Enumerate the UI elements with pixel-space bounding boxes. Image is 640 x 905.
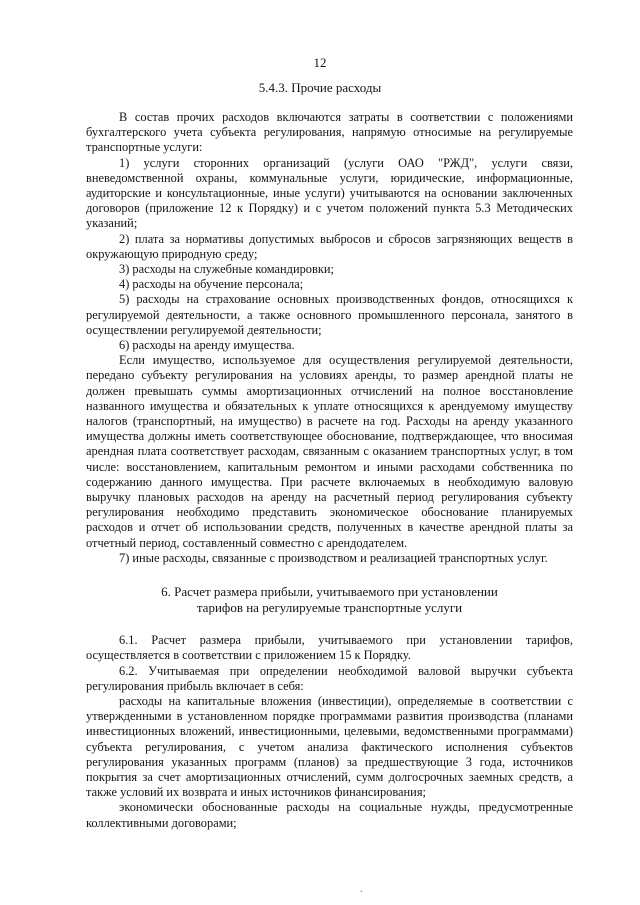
- paragraph-item-1: 1) услуги сторонних организаций (услуги ОАО "РЖД", услуги связи, вневедомственной охраны, коммунальные услуги, юридические, информационные, аудиторские и консультационные, иные услуги) учитываются на основании заключенных договоров (приложение 12 к Порядку) и с учетом положений пункта 5.3 Методических указаний;: [86, 155, 573, 231]
- paragraph-social-expenses: экономически обоснованные расходы на социальные нужды, предусмотренные коллективными договорами;: [86, 800, 573, 830]
- paragraph-6-1: 6.1. Расчет размера прибыли, учитываемого при установлении тарифов, осуществляется в соответствии с приложением 15 к Порядку.: [86, 633, 573, 663]
- paragraph-6-2: 6.2. Учитываемая при определении необходимой валовой выручки субъекта регулирования прибыль включает в себя:: [86, 663, 573, 693]
- paragraph-intro: В состав прочих расходов включаются затраты в соответствии с положениями бухгалтерского учета субъекта регулирования, напрямую относимые на регулируемые транспортные услуги:: [86, 110, 573, 155]
- footer-mark: .: [360, 884, 363, 895]
- section-heading: 5.4.3. Прочие расходы: [258, 80, 382, 95]
- paragraph-item-5: 5) расходы на страхование основных производственных фондов, относящихся к регулируемой деятельности, а также основного промышленного персонала, занятого в осуществлении регулируемой деятельности;: [86, 292, 573, 337]
- section-6-heading-line-2: тарифов на регулируемые транспортные услуги: [196, 599, 463, 615]
- section-6-heading-line-1: 6. Расчет размера прибыли, учитываемого при установлении: [161, 584, 498, 600]
- paragraph-item-6: 6) расходы на аренду имущества.: [119, 338, 295, 353]
- paragraph-item-3: 3) расходы на служебные командировки;: [119, 262, 334, 277]
- section-6-heading: [86, 584, 573, 615]
- document-body: [86, 110, 573, 831]
- paragraph-item-7: 7) иные расходы, связанные с производством и реализацией транспортных услуг.: [119, 550, 548, 565]
- paragraph-item-2: 2) плата за нормативы допустимых выбросов и сбросов загрязняющих веществ в окружающую природную среду;: [86, 231, 573, 261]
- paragraph-rent-details: Если имущество, используемое для осуществления регулируемой деятельности, передано субъекту регулирования на условиях аренды, то размер арендной платы не должен превышать суммы амортизационных отчислений на полное восстановление названного имущества и обязательных к уплате относящихся к арендуемому имуществу налогов (транспортный, на имущество) в расчете на год. Расходы на аренду указанного имущества должны иметь соответствующее обоснование, подтверждающее, что вносимая арендная плата соответствует расходам, связанным с оказанием транспортных услуг, в том числе: восстановлением, капитальным ремонтом и иными расходами собственника по содержанию данного имущества. При расчете включаемых в необходимую валовую выручку плановых расходов на аренду на расчетный период регулирования субъекту регулирования необходимо представить экономическое обоснование планируемых расходов и отчет об использовании средств, полученных в качестве арендной платы за отчетный период, составленный совместно с арендодателем.: [86, 353, 573, 550]
- page-number: 12: [313, 55, 327, 70]
- paragraph-item-4: 4) расходы на обучение персонала;: [119, 277, 304, 292]
- paragraph-capital-investments: расходы на капитальные вложения (инвестиции), определяемые в соответствии с утвержденными в установленном порядке программами развития производства (планами инвестиционных вложений, инвестиционными, целевыми, ведомственными программами) субъекта регулирования, с учетом анализа фактического исполнения субъектов регулирования указанных программ (планов) за предшествующие 3 года, источников покрытия за счет амортизационных отчислений, сумм долгосрочных заемных средств, а также условий их возврата и иных источников финансирования;: [86, 693, 573, 800]
